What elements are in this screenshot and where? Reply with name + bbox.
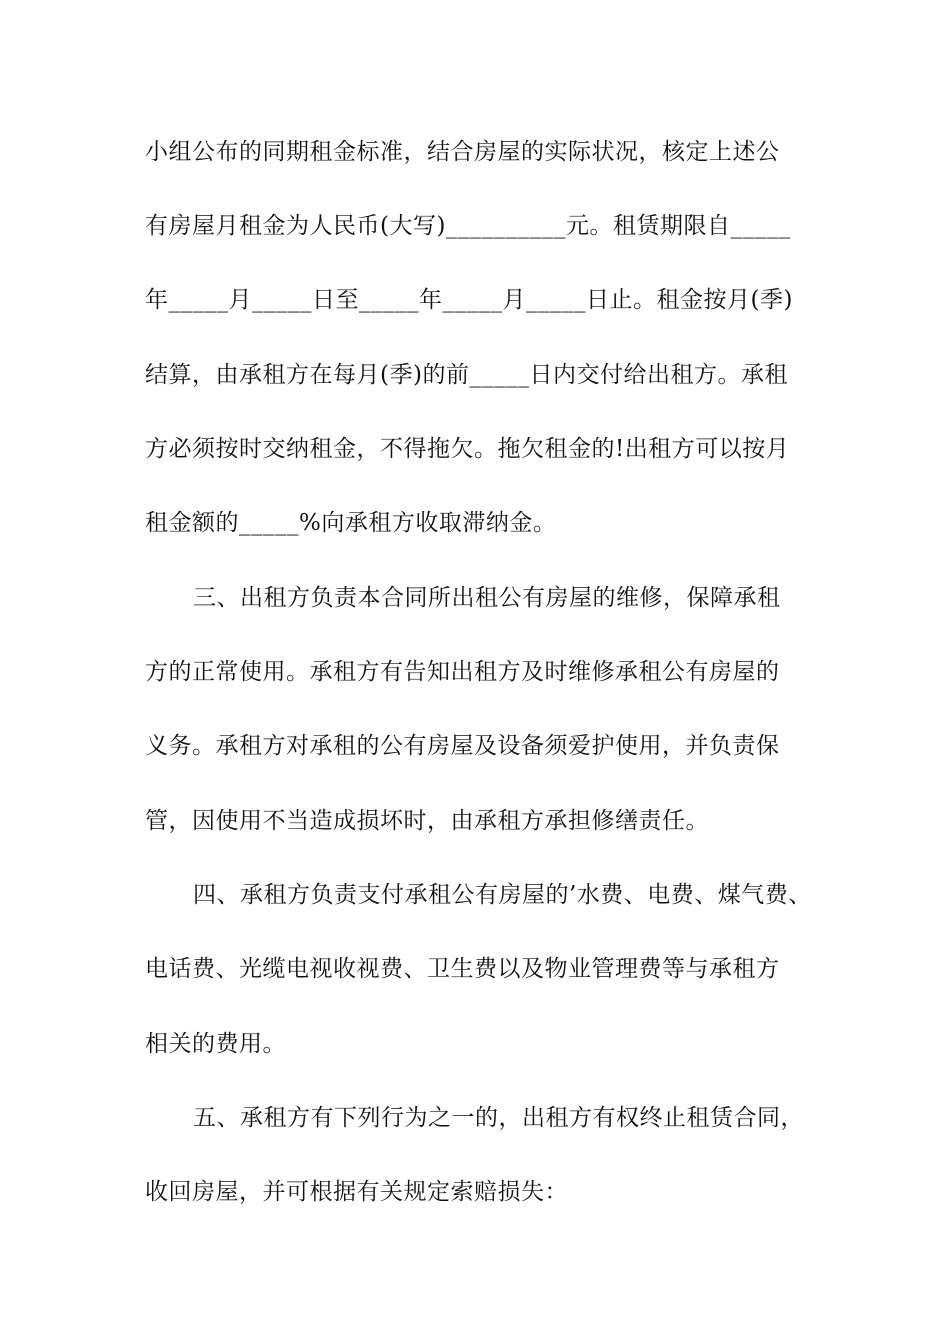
text-line: 租金额的_____%向承租方收取滞纳金。 — [145, 510, 557, 536]
text-line: 有房屋月租金为人民币(大写)__________元。租赁期限自_____ — [145, 213, 791, 239]
text-line: 义务。承租方对承租的公有房屋及设备须爱护使用，并负责保 — [145, 733, 780, 759]
text-line: 小组公布的同期租金标准，结合房屋的实际状况，核定上述公 — [145, 139, 780, 165]
text-line: 相关的费用。 — [145, 1031, 286, 1057]
paragraph-start-line: 五、承租方有下列行为之一的，出租方有权终止租赁合同， — [193, 1105, 804, 1131]
text-line: 管，因使用不当造成损坏时，由承租方承担修缮责任。 — [145, 808, 709, 834]
text-line: 电话费、光缆电视收视费、卫生费以及物业管理费等与承租方 — [145, 956, 780, 982]
text-line: 年_____月_____日至_____年_____月_____日止。租金按月(季) — [145, 287, 793, 313]
text-line: 结算，由承租方在每月(季)的前_____日内交付给出租方。承租 — [145, 362, 788, 388]
paragraph-start-line: 四、承租方负责支付承租公有房屋的’水费、电费、煤气费、 — [193, 882, 812, 908]
text-line: 收回房屋，并可根据有关规定索赔损失： — [145, 1179, 568, 1205]
text-line: 方必须按时交纳租金，不得拖欠。拖欠租金的!出租方可以按月 — [145, 436, 790, 462]
paragraph-start-line: 三、出租方负责本合同所出租公有房屋的维修，保障承租 — [193, 585, 781, 611]
text-line: 方的正常使用。承租方有告知出租方及时维修承租公有房屋的 — [145, 659, 780, 685]
